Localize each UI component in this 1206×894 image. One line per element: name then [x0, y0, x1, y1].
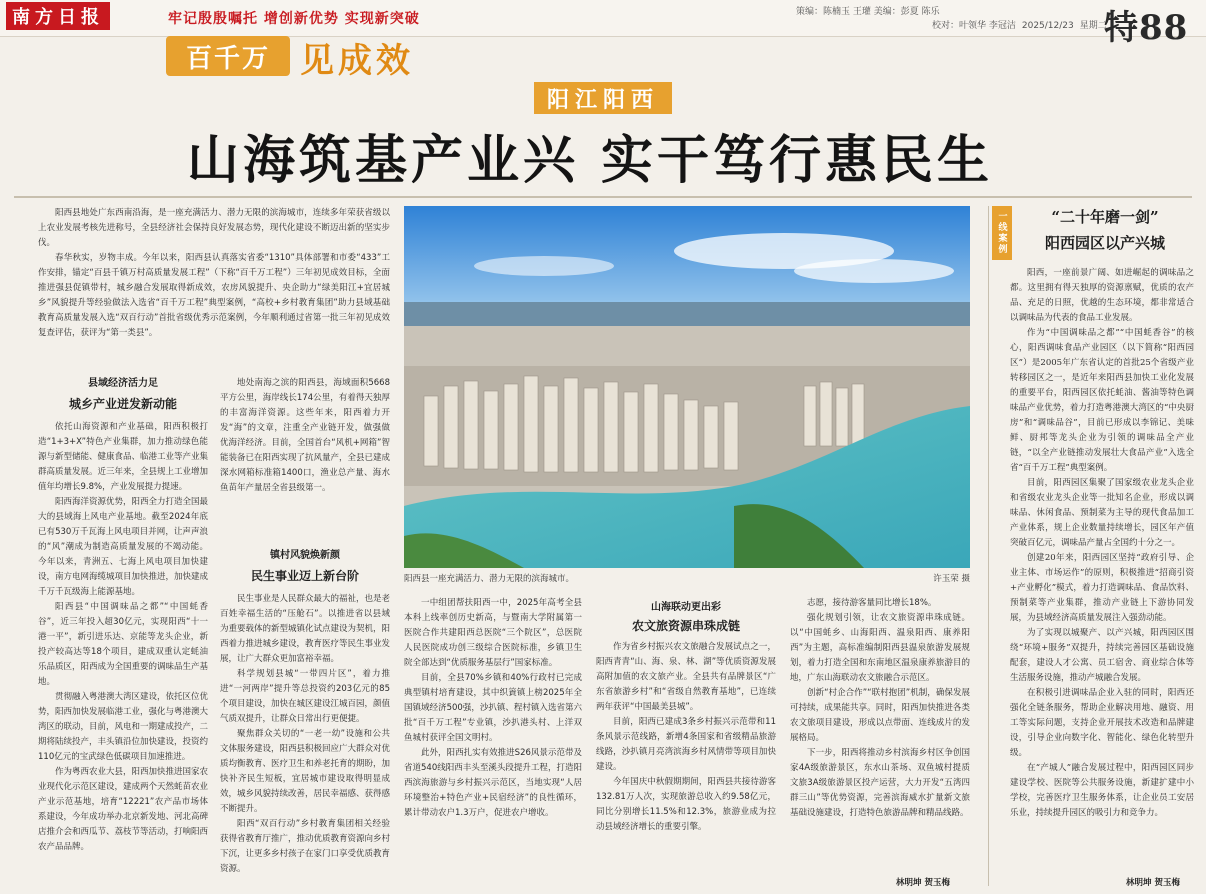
- paragraph: 地处南海之滨的阳西县，海域面积5668平方公里，海岸线长174公里，有着得天独厚的丰富海洋资源。这些年来，阳西着力开发“海”的文章，注重全产业链开发，做强做优海洋经济。目前，全国首台“风机+网箱”智能装备已在阳西实现了抗风量产，全县已建成深水网箱标准箱1400口，渔业总产量、海水鱼苗年产量居全省县级第一。: [220, 378, 390, 493]
- paragraph: 阳西县“中国调味品之都”“中国蚝香谷”，近三年投入超30亿元，实现阳西“十一港一平”，新引进乐达、京能等龙头企业，新投产较高达等18个项目，建成双重认定蚝油乐品质区，阳西成为全国重要的调味品生产基地。: [38, 602, 208, 687]
- paragraph: 作为粤西农业大县，阳西加快推进国家农业现代化示范区建设，建成两个天然蚝苗农业产业示范基地，培育“12221”农产品市场体系建设，今年成功举办北京新发地、河北高碑店推介会和西瓜节、荔枝节等活动，打响阳西农产品品牌。: [38, 767, 208, 852]
- lead-paragraph: 阳西县地处广东西南沿海，是一座充满活力、潜力无限的滨海城市，连续多年荣获省级以上农业发展考核先进称号，全县经济社会保持良好发展态势，现代化建设不断迈出新的坚实步伐。: [38, 208, 390, 248]
- text-column: [220, 592, 390, 888]
- paragraph: 阳西，一座前景广阔、如进崛起的调味品之都。这里拥有得天独厚的资源禀赋，优质的农产品、充足的日照，优越的生态环境，都非常适合以调味品为代表的食品工业发展。: [1010, 268, 1194, 323]
- text-column: [596, 640, 776, 888]
- issue-meta: [932, 18, 1113, 31]
- paragraph: 作为“中国调味品之都”“中国蚝香谷”的核心，阳西调味食品产业园区（以下简称“阳西园区”）是2005年广东省认定的首批25个省级产业转移园区之一，是近年来阳西县加快工业化发展的重要平台，阳西园区依托蚝油、酱油等特色调味品产业优势，着力打造粤港澳大湾区的“中央厨房”和“调味品谷”，目前已形成以李锦记、美味鲜、厨邦等龙头企业为引领的调味品全产业链，“以全产业链推动发展壮大食品产业”入选全省“百千万工程”典型案例。: [1010, 328, 1194, 473]
- section-heading: 镇村风貌焕新颜: [270, 550, 340, 561]
- city-aerial-image: [404, 206, 970, 568]
- paragraph: 科学规划县城“一带四片区”，着力推进“一河两岸”提升等总投资约203亿元的85个项目建设，加快在城区建设江城百园，颜值气质双提升，让群众日常出行更便捷。: [220, 669, 390, 724]
- text-column: [38, 420, 208, 888]
- paragraph: 一中组团帮扶阳西一中，2025年高考全县本科上线率创历史新高，与暨南大学附属第一医院合作共建阳西总医院“三个院区”，总医院人民医院成功创三级综合医院标准，乡镇卫生院全部达到“优质服务基层行”国家标准。: [404, 598, 582, 668]
- paragraph: 在“产城人”融合发展过程中，阳西园区同步建设学校、医院等公共服务设施，新建扩建中小学校，完善医疗卫生服务体系，让企业员工安居乐业，持续提升园区的吸引力和竞争力。: [1010, 763, 1194, 818]
- paragraph: 目前，阳西已建成3条乡村振兴示范带和11条风景示范线路，新增4条国家和省级精品旅游线路，沙扒镇月亮湾滨海乡村风情带等项目加快建设。: [596, 717, 776, 772]
- lead-paragraph: 春华秋实，岁物丰成。今年以来，阳西县认真落实省委“1310”具体部署和市委“433”工作安排，锚定“百县千镇万村高质量发展工程”（下称“百千万工程”）三年初见成效目标，全面推进强县促镇带村，城乡融合发展取得新成效，农房风貌提升、央企助力“绿美阳江+宜居城乡”风貌提升等经验做法入选省“百千万工程”典型案例，“高校+乡村教育集团”助力县域基础教育高质量发展入选“双百行动”首批省级优秀示范案例，今年顺利通过省第一批三年初见成效复查评估，获评为“第一类县”。: [38, 253, 390, 338]
- column-badge: 百千万: [166, 36, 290, 76]
- text-column: [404, 596, 582, 888]
- proofreader-credit: 校对：叶领华 李冠洁: [932, 21, 1016, 31]
- paragraph: 依托山海资源和产业基础，阳西积极打造“1+3+X”特色产业集群，加力推动绿色能源与新型储能、健康食品、临港工业等产业集群高质量发展。近三年来，全县规上工业增加值年均增长9.8%，产业发展提力提速。: [38, 422, 208, 492]
- issue-weekday: 星期二: [1079, 21, 1107, 31]
- page-number: 特88: [1104, 8, 1189, 48]
- newspaper-logo: 南方日报: [6, 2, 110, 30]
- caption-text: 阳西县一座充满活力、潜力无限的滨海城市。: [404, 574, 575, 584]
- paragraph: 此外，阳西扎实有效推进S26风景示范带及省道540线阳西丰头至溪头段提升工程，打造阳西滨海旅游与乡村振兴示范区，当地实现“人居环境整治+特色产业+民宿经济”的良性循环，累计带动农户1.3万户，促进农户增收。: [404, 748, 582, 818]
- sidebar-title: [1010, 204, 1200, 256]
- paragraph: 在积极引进调味品企业入驻的同时，阳西还强化全链条服务，帮助企业解决用地、融资、用工等实际问题，支持企业开展技术改造和品牌建设，引导企业向数字化、智能化、绿色化转型升级。: [1010, 688, 1194, 758]
- page-headline: 山海筑基产业兴 实干笃行惠民生: [186, 130, 994, 191]
- paragraph: 作为省乡村振兴农文旅融合发展试点之一，阳西青青“山、海、泉、林、湖”等优质资源发展高附加值的农文旅产业。全县共有品牌景区“广东省旅游乡村”和“省级自然教育基地”，已连续两年获评“中国最美县城”。: [596, 642, 776, 712]
- paragraph: 贯彻融入粤港澳大湾区建设，依托区位优势，阳西加快发展临港工业，强化与粤港澳大湾区的联动，目前，风电和一期建成投产，二期将陆续投产，丰头镇沿位加快建设，投资约110亿元的宝武绿色低碳项目加速推进。: [38, 692, 208, 762]
- paragraph: 创建20年来，阳西园区坚持“政府引导、企业主体、市场运作”的原则，积极推进“招商引资+产业孵化”模式，着力打造调味品、食品饮料、预制菜等产业集群，推动产业链上下游协同发展，为县域经济高质量发展注入强劲动能。: [1010, 553, 1194, 623]
- paragraph: 志愿，接待游客量同比增长18%。: [807, 598, 937, 608]
- paragraph: 民生事业是人民群众最大的福祉，也是老百姓幸福生活的“压舱石”。以推进省以县域为重要载体的新型城镇化试点建设为契机，阳西着力推进城乡建设，教育医疗等民生事业发展，让广大群众更加富裕幸福。: [220, 594, 390, 664]
- photo-caption: [404, 572, 970, 584]
- sidebar-divider: [988, 206, 989, 886]
- section-heading: 县域经济活力足: [88, 378, 158, 389]
- paragraph: 下一步，阳西将推动乡村滨海乡村区争创国家4A级旅游景区，东水山茶场、双鱼城村提质文旅3A级旅游景区投产运营，大力开发“五湾四群三山”等优势资源，完善滨海威水扩量新文旅基础设施建设，打造特色旅游品牌和精品线路。: [790, 748, 970, 818]
- photo-credit: 许玉荣 摄: [933, 574, 970, 584]
- text-column: [220, 376, 390, 542]
- paragraph: 强化规划引领，让农文旅资源串珠成链。以“中国蚝乡、山海阳西、温泉阳西、康养阳西”为主题，高标准编制阳西县温泉旅游发展规划，着力打造全国和东南地区温泉康养旅游目的地，广东山海联动农文旅融合示范区。: [790, 613, 970, 683]
- section-subheading: 城乡产业迸发新动能: [68, 397, 177, 411]
- paragraph: 目前，全县70%乡镇和40%行政村已完成典型镇村培育建设，其中织篢镇上榜2025年全国镇域经济500强，沙扒镇、程村镇入选省第六批“百千万工程”专业镇，沙扒港头村、上洋双鱼城村获评全国文明村。: [404, 673, 582, 743]
- lead-text: [38, 206, 390, 362]
- paragraph: 为了实现以城聚产、以产兴城，阳西园区围绕“环境+服务”双提升，持续完善园区基础设施配套，建设人才公寓、员工宿舍、商业综合体等生活服务设施，推动产城融合发展。: [1010, 628, 1194, 683]
- paragraph: 目前，阳西园区集聚了国家级农业龙头企业和省级农业龙头企业等一批知名企业，形成以调味品、休闲食品、预制菜为主导的现代食品加工产业体系，规上企业数量持续增长，园区年产值突破百亿元，调味品产量占全国约十分之一。: [1010, 478, 1194, 548]
- column-title: 见成效: [300, 41, 414, 81]
- sidebar-tag: 一线案例: [992, 206, 1012, 260]
- section-subheading: 民生事业迈上新台阶: [250, 569, 359, 583]
- article-byline: 林明坤 贺玉梅: [896, 878, 950, 888]
- sidebar-byline: 林明坤 贺玉梅: [1126, 878, 1180, 888]
- issue-date: 2025/12/23: [1021, 21, 1074, 31]
- paragraph: 阳西“双百行动”乡村教育集团相关经验获得省教育厅推广，推动优质教育资源向乡村下沉，让更多乡村孩子在家门口享受优质教育资源。: [220, 819, 390, 874]
- region-tag: 阳江阳西: [534, 82, 672, 114]
- sidebar-title-line: 阳西园区以产兴城: [1044, 234, 1165, 252]
- section-subheading: 农文旅资源串珠成链: [631, 619, 740, 633]
- paragraph: 今年国庆中秋假期期间，阳西县共接待游客132.81万人次，实现旅游总收入约9.58亿元，同比分别增长11.5%和12.3%，旅游业成为拉动县域经济增长的重要引擎。: [596, 777, 776, 832]
- editor-credits: 策编：陈楠玉 王瓘 美编：彭夏 陈乐: [796, 7, 940, 17]
- sidebar-text: [1010, 266, 1194, 872]
- section-heading: 山海联动更出彩: [651, 602, 721, 613]
- paragraph: 阳西海洋资源优势，阳西全力打造全国最大的县域海上风电产业基地。截至2024年底已有530万千瓦海上风电项目并网，让声声浪的“风”潮成为制造高质量发展的不竭动能。今年以来，青洲五、七海上风电项目加快建设，南方电网海缆城项目加快推进，加快建成千万千瓦级海上能源基地。: [38, 497, 208, 597]
- sidebar-title-line: “二十年磨一剑”: [1051, 208, 1159, 226]
- text-column: [790, 596, 970, 872]
- paragraph: 聚焦群众关切的“一老一幼”设施和公共文体服务建设，阳西县积极回应广大群众对优质均衡教育、医疗卫生和养老托育的期盼，加快补齐民生短板，宜居城市建设取得明显成效，城乡风貌持续改善，居民幸福感、获得感不断提升。: [220, 729, 390, 814]
- masthead-slogan: 牢记殷殷嘱托 增创新优势 实现新突破: [168, 11, 420, 27]
- divider: [14, 196, 1192, 198]
- paragraph: 创新“村企合作”“联村抱团”机制，确保发展可持续，成果能共享。同时，阳西加快推进各类农文旅项目建设，形成以点带面、连线成片的发展格局。: [790, 688, 970, 743]
- city-aerial-photo: [404, 206, 970, 568]
